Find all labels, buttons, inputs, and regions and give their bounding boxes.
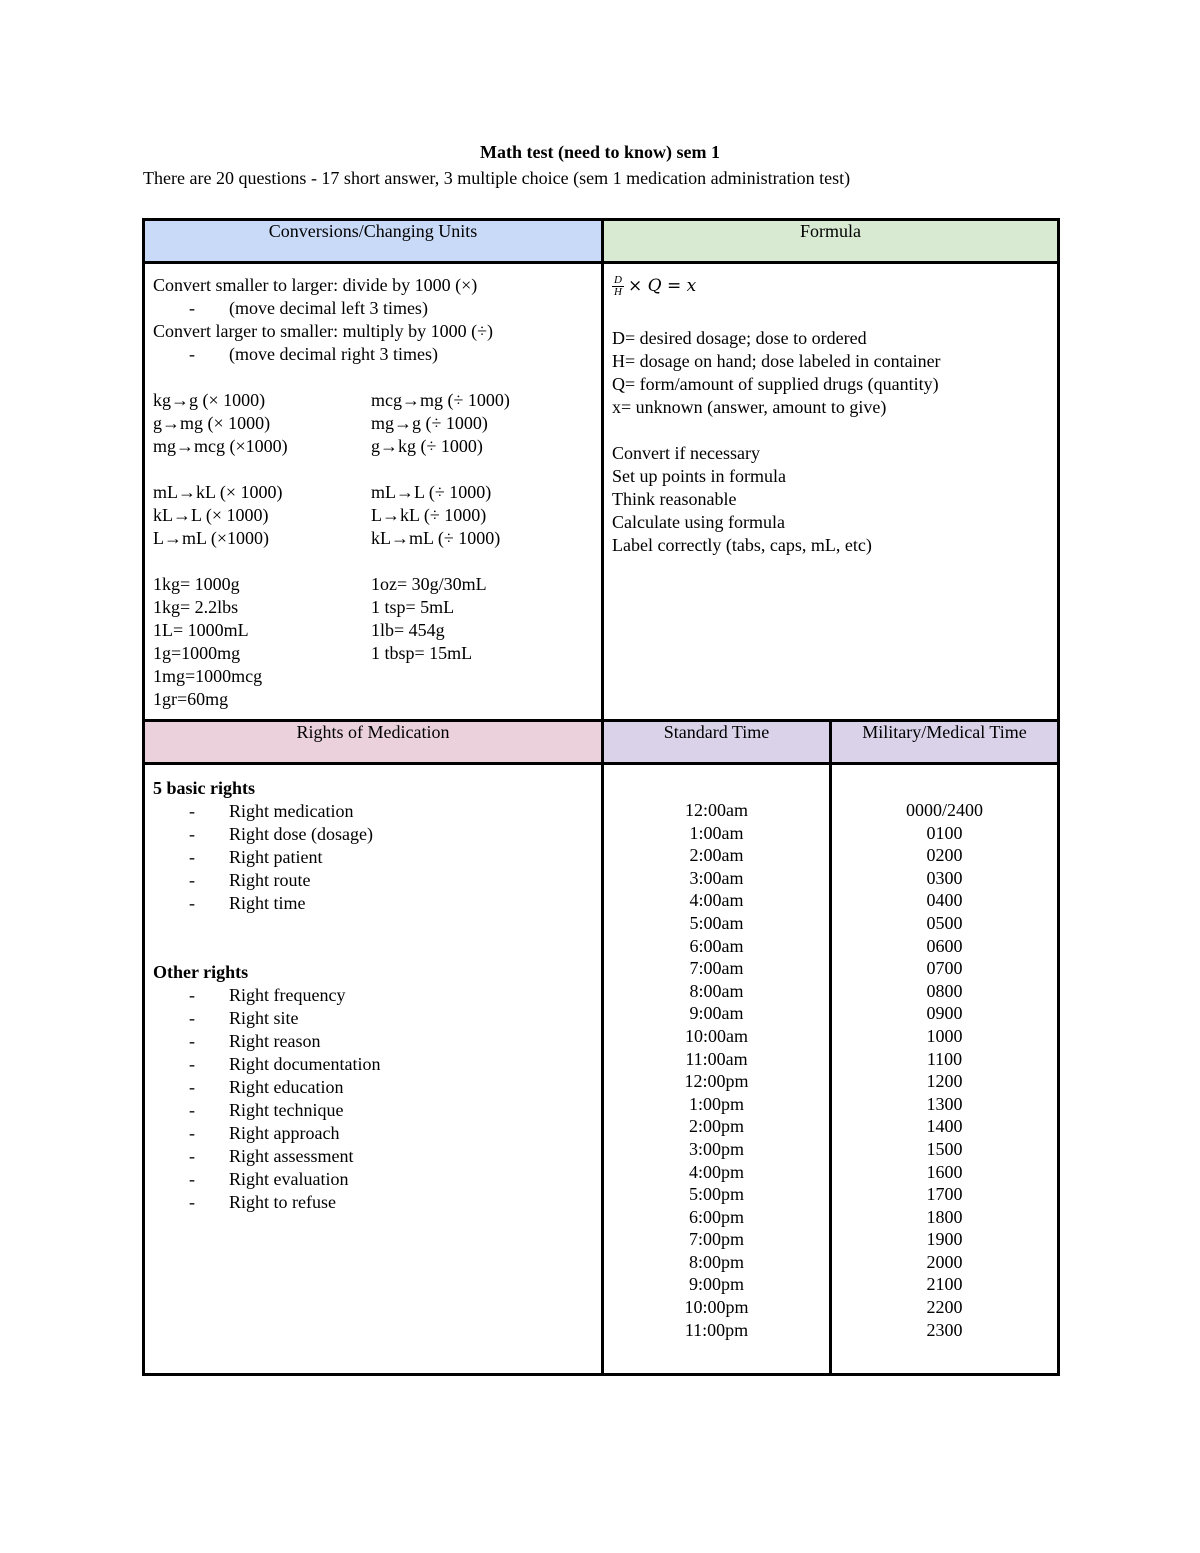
equivalent-item: 1 tbsp= 15mL [371, 643, 473, 663]
standard-time-item: 1:00am [689, 822, 744, 843]
standard-time-item: 12:00am [685, 800, 748, 820]
other-right-item: - Right frequency [189, 985, 346, 1005]
standard-time-item: 10:00am [685, 1025, 748, 1046]
conversion-item: g→mg (× 1000) [153, 413, 271, 433]
formula-fraction: $\frac{D}{H}$ [612, 275, 624, 298]
formula-step: Set up points in formula [612, 466, 786, 486]
military-time-item: 0700 [926, 958, 963, 979]
other-right-item: - Right assessment [189, 1146, 354, 1166]
military-time-item: 0100 [926, 822, 963, 843]
formula-step: Label correctly (tabs, caps, mL, etc) [612, 535, 872, 555]
reference-table [142, 218, 1060, 1376]
standard-time-item: 2:00pm [688, 1116, 744, 1137]
rights-header: Rights of Medication [144, 721, 603, 764]
equivalent-item: 1lb= 454g [371, 620, 445, 640]
conversion-item: kL→mL (÷ 1000) [371, 528, 501, 548]
formula-cell [603, 263, 1059, 721]
basic-right-item: - Right route [189, 870, 311, 890]
standard-time-header: Standard Time [603, 721, 831, 764]
military-time-item: 0800 [926, 980, 963, 1001]
other-right-item: - Right education [189, 1077, 344, 1097]
conversion-rule-smaller-to-larger: Convert smaller to larger: divide by 1000 (×) [153, 275, 478, 295]
conversion-item: g→kg (÷ 1000) [371, 436, 483, 456]
page-subtitle: There are 20 questions - 17 short answer, 3 multiple choice (sem 1 medication administration test) [143, 168, 851, 188]
conversion-item: kL→L (× 1000) [153, 505, 269, 525]
conversion-item: kg→g (× 1000) [153, 390, 266, 410]
conversion-rule-larger-to-smaller: Convert larger to smaller: multiply by 1000 (÷) [153, 321, 493, 341]
military-time-item: 1300 [926, 1093, 963, 1114]
other-right-item: - Right technique [189, 1100, 344, 1120]
formula-step: Calculate using formula [612, 512, 785, 532]
equivalent-item: 1mg=1000mcg [153, 666, 263, 686]
standard-time-item: 11:00am [685, 1048, 748, 1069]
basic-right-item: - Right dose (dosage) [189, 824, 373, 844]
conversion-item: L→kL (÷ 1000) [371, 505, 487, 525]
military-time-item: 1800 [926, 1206, 963, 1227]
standard-time-item: 6:00am [689, 935, 744, 956]
military-time-item: 1100 [926, 1048, 963, 1069]
other-right-item: - Right approach [189, 1123, 340, 1143]
mass-conversions [153, 389, 593, 458]
standard-time-item: 1:00pm [688, 1093, 744, 1114]
military-time-item: 0000/2400 [905, 800, 983, 820]
military-time-item: 1600 [926, 1161, 963, 1182]
military-time-item: 0200 [926, 845, 963, 866]
standard-time-item: 2:00am [689, 845, 744, 866]
formula-step: Convert if necessary [612, 443, 760, 463]
standard-time-item: 11:00pm [684, 1319, 749, 1340]
standard-time-item: 9:00pm [688, 1274, 744, 1295]
conversion-rule-note: - (move decimal right 3 times) [189, 344, 438, 364]
formula-definition: Q= form/amount of supplied drugs (quantity) [612, 374, 939, 394]
formula-header: Formula [603, 220, 1059, 263]
military-time-item: 1400 [926, 1116, 963, 1137]
other-right-item: - Right site [189, 1008, 299, 1028]
military-time-item: 2200 [926, 1297, 963, 1318]
standard-time-item: 7:00pm [688, 1229, 744, 1250]
formula-definition: H= dosage on hand; dose labeled in container [612, 351, 941, 371]
conversion-item: mL→L (÷ 1000) [371, 482, 492, 502]
basic-rights-title: 5 basic rights [153, 778, 256, 798]
other-right-item: - Right to refuse [189, 1192, 336, 1212]
standard-time-item: 9:00am [689, 1003, 744, 1024]
basic-right-item: - Right patient [189, 847, 323, 867]
formula-step: Think reasonable [612, 489, 737, 509]
equivalent-item: 1g=1000mg [153, 643, 241, 663]
military-time-header: Military/Medical Time [831, 721, 1059, 764]
formula-definition: D= desired dosage; dose to ordered [612, 328, 867, 348]
military-time-item: 0400 [926, 890, 963, 911]
conversions-cell [144, 263, 603, 721]
equivalent-item: 1oz= 30g/30mL [371, 574, 487, 594]
conversion-item: mL→kL (× 1000) [153, 482, 283, 502]
standard-time-item: 3:00am [689, 867, 744, 888]
military-time-item: 2300 [926, 1319, 963, 1340]
military-time-item: 0600 [926, 935, 963, 956]
conversion-item: mg→mcg (×1000) [153, 436, 288, 456]
equivalent-item: 1kg= 2.2lbs [153, 597, 239, 617]
military-time-item: 1500 [926, 1138, 963, 1159]
other-right-item: - Right evaluation [189, 1169, 349, 1189]
equivalent-item: 1 tsp= 5mL [371, 597, 455, 617]
formula-definition: x= unknown (answer, amount to give) [612, 397, 887, 417]
military-time-item: 1200 [926, 1071, 963, 1092]
standard-time-cell [603, 764, 831, 1375]
military-time-item: 1000 [926, 1025, 963, 1046]
military-time-item: 0300 [926, 867, 963, 888]
volume-conversions [153, 481, 593, 550]
conversion-item: L→mL (×1000) [153, 528, 269, 548]
basic-right-item: - Right time [189, 893, 306, 913]
equivalent-item: 1L= 1000mL [153, 620, 249, 640]
military-time-item: 1900 [926, 1229, 963, 1250]
page-title: Math test (need to know) sem 1 [480, 142, 720, 162]
conversions-header: Conversions/Changing Units [144, 220, 603, 263]
standard-time-item: 8:00pm [688, 1251, 744, 1272]
military-time-item: 1700 [926, 1184, 963, 1205]
equivalent-item: 1gr=60mg [153, 689, 229, 709]
military-time-item: 0500 [926, 912, 963, 933]
standard-time-item: 3:00pm [688, 1138, 744, 1159]
standard-time-item: 10:00pm [684, 1297, 749, 1318]
conversion-item: mcg→mg (÷ 1000) [371, 390, 510, 410]
military-time-item: 0900 [926, 1003, 963, 1024]
standard-time-item: 6:00pm [688, 1206, 744, 1227]
standard-time-item: 8:00am [689, 980, 744, 1001]
conversion-rule-note: - (move decimal left 3 times) [189, 298, 428, 318]
equivalent-item: 1kg= 1000g [153, 574, 240, 594]
military-time-cell [831, 764, 1059, 1375]
standard-time-item: 4:00am [689, 890, 744, 911]
basic-right-item: - Right medication [189, 801, 354, 821]
standard-time-item: 5:00am [689, 912, 744, 933]
military-time-item: 2000 [926, 1251, 963, 1272]
conversion-item: mg→g (÷ 1000) [371, 413, 488, 433]
standard-time-item: 7:00am [689, 958, 744, 979]
other-right-item: - Right reason [189, 1031, 321, 1051]
standard-time-item: 4:00pm [688, 1161, 744, 1182]
other-right-item: - Right documentation [189, 1054, 381, 1074]
military-time-item: 2100 [926, 1274, 963, 1295]
other-rights-title: Other rights [153, 962, 249, 982]
dosage-formula: $\frac{D}{H}$ × Q = x [612, 274, 1049, 304]
unit-equivalents [153, 573, 593, 711]
standard-time-item: 12:00pm [684, 1071, 749, 1092]
rights-cell [144, 764, 603, 1375]
standard-time-item: 5:00pm [688, 1184, 744, 1205]
